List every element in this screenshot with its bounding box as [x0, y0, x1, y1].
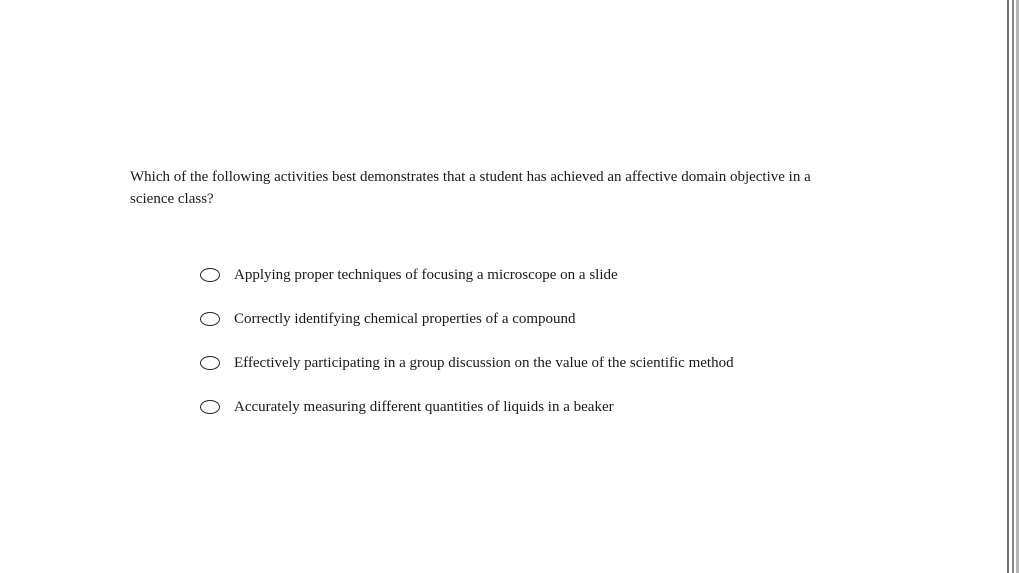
answer-option-label: Effectively participating in a group discussion on the value of the scientific method	[234, 355, 734, 371]
question-text: Which of the following activities best demonstrates that a student has achieved an affective domain objective in a science class?	[130, 169, 811, 207]
answer-option-label: Accurately measuring different quantities of liquids in a beaker	[234, 399, 614, 415]
answer-options	[200, 264, 734, 440]
radio-button-icon[interactable]	[200, 268, 220, 282]
answer-option-4[interactable]	[200, 396, 734, 418]
answer-option-3[interactable]	[200, 352, 734, 374]
answer-option-1[interactable]	[200, 264, 734, 286]
window-right-border	[1007, 0, 1019, 573]
radio-button-icon[interactable]	[200, 356, 220, 370]
answer-option-2[interactable]	[200, 308, 734, 330]
radio-button-icon[interactable]	[200, 400, 220, 414]
answer-option-label: Applying proper techniques of focusing a microscope on a slide	[234, 267, 618, 283]
answer-option-label: Correctly identifying chemical properties of a compound	[234, 311, 576, 327]
radio-button-icon[interactable]	[200, 312, 220, 326]
